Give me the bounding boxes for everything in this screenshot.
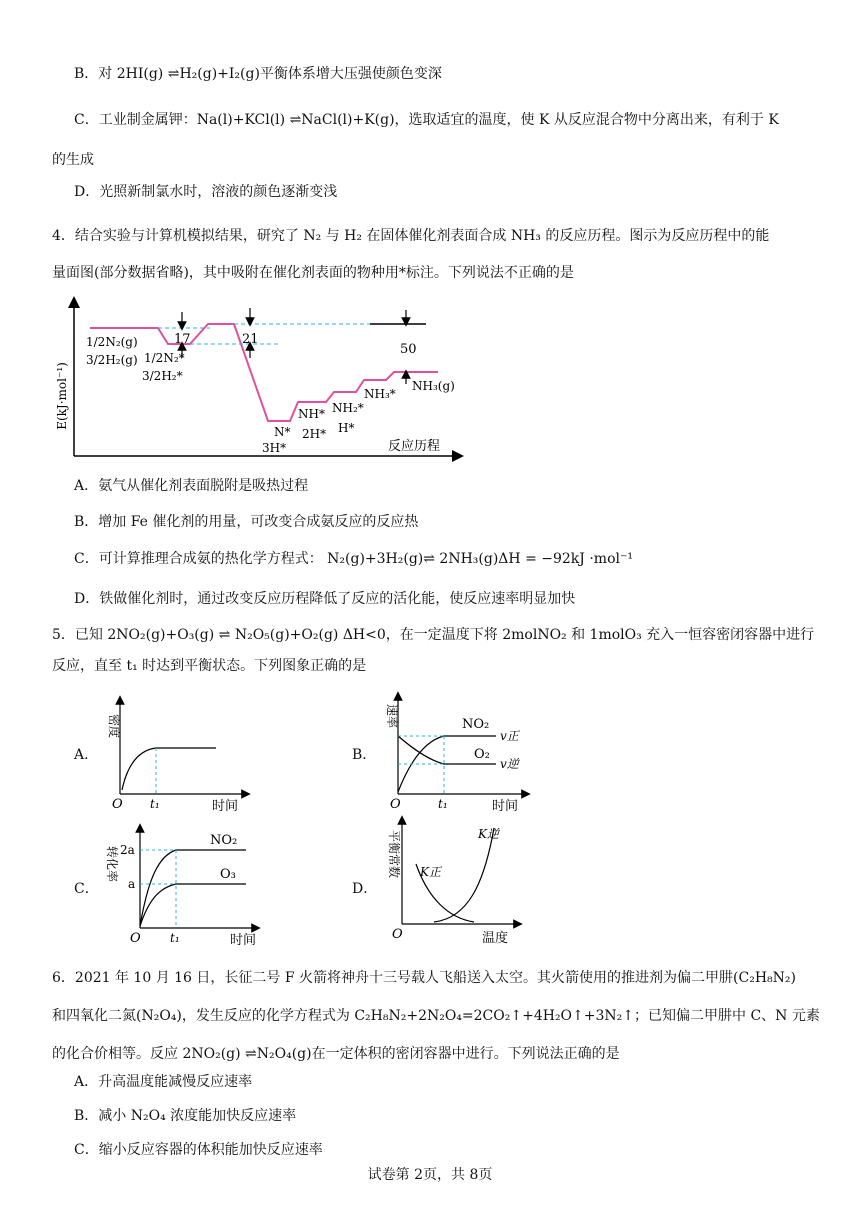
q6-option-b: B．减小 N₂O₄ 浓度能加快反应速率: [74, 1108, 297, 1124]
graph-a-density: [96, 692, 256, 814]
graph-b-v-forward: v正: [500, 729, 519, 743]
graph-b-series-o2: O₂: [474, 747, 490, 762]
q5-option-a-label: A．: [74, 747, 99, 763]
graph-b-v-reverse: v逆: [500, 757, 519, 771]
label-h2-adsorbed: 3/2H₂*: [142, 369, 183, 383]
graph-d-equilibrium-constant: [378, 814, 528, 948]
graph-d-k-reverse: K逆: [478, 827, 499, 841]
graph-c-t1: t₁: [170, 931, 180, 945]
energy-value-17: 17: [174, 332, 191, 347]
q3-option-b: B．对 2HI(g) ⇌H₂(g)+I₂(g)平衡体系增大压强使颜色变深: [74, 66, 442, 82]
graph-d-y-label: 平衡常数: [387, 829, 401, 879]
graph-b-y-label: 速率: [385, 703, 399, 729]
graph-c-x-label: 时间: [230, 933, 257, 948]
q6-stem-line3: 的化合价相等。反应 2NO₂(g) ⇌N₂O₄(g)在一定体积的密闭容器中进行。下列说法正确的是: [52, 1046, 620, 1062]
graph-b-x-label: 时间: [492, 799, 519, 814]
label-nh2-adsorbed: NH₂*: [332, 401, 364, 415]
graph-a-x-label: 时间: [212, 799, 239, 814]
graph-c-y-label: 转化率: [105, 845, 119, 883]
graph-c-tick-a: a: [128, 877, 136, 891]
q3-option-d: D．光照新制氯水时，溶液的颜色逐渐变浅: [74, 184, 338, 200]
graph-d-origin: O: [392, 927, 403, 942]
graph-c-origin: O: [130, 931, 141, 946]
label-h2-gas: 3/2H₂(g): [86, 353, 138, 367]
label-n-adsorbed: N*: [274, 425, 291, 439]
q4-option-b: B．增加 Fe 催化剂的用量，可改变合成氨反应的反应热: [74, 514, 419, 530]
graph-b-t1: t₁: [438, 797, 448, 811]
q3-option-c-line2: 的生成: [52, 152, 94, 168]
q6-option-a: A．升高温度能减慢反应速率: [74, 1074, 253, 1090]
q5-option-d-label: D．: [352, 881, 378, 897]
q6-stem-line2: 和四氧化二氮(N₂O₄)，发生反应的化学方程式为 C₂H₈N₂+2N₂O₄=2CO₂↑+4H₂O↑+3N₂↑；已知偏二甲肼中 C、N 元素: [52, 1008, 820, 1024]
energy-value-50: 50: [400, 342, 417, 357]
graph-d-k-forward: K正: [420, 865, 441, 879]
energy-profile-diagram: [50, 296, 470, 466]
q4-option-c: C．可计算推理合成氨的热化学方程式： N₂(g)+3H₂(g)⇌ 2NH₃(g)ΔH = −92kJ ·mol⁻¹: [74, 551, 633, 567]
graph-c-conversion: [96, 822, 266, 950]
graph-b-origin: O: [390, 797, 401, 812]
label-nh3-gas: NH₃(g): [412, 379, 455, 393]
q6-option-c: C．缩小反应容器的体积能加快反应速率: [74, 1142, 323, 1158]
q4-stem-line1: 4．结合实验与计算机模拟结果，研究了 N₂ 与 H₂ 在固体催化剂表面合成 NH₃ 的反应历程。图示为反应历程中的能: [52, 228, 770, 244]
graph-a-origin: O: [112, 797, 123, 812]
q4-stem-line2: 量面图(部分数据省略)，其中吸附在催化剂表面的物种用*标注。下列说法不正确的是: [52, 265, 574, 281]
graph-c-tick-2a: 2a: [120, 843, 135, 857]
page-footer: 试卷第 2页，共 8页: [367, 1167, 493, 1183]
graph-b-series-no2: NO₂: [462, 717, 490, 732]
label-2h-adsorbed: 2H*: [302, 427, 327, 441]
label-n2-gas: 1/2N₂(g): [86, 335, 138, 349]
label-nh-adsorbed: NH*: [298, 407, 325, 421]
graph-b-rate: [378, 688, 538, 814]
graph-d-x-label: 温度: [482, 931, 509, 946]
energy-axis-label: E(kJ·mol⁻¹): [55, 362, 69, 430]
q5-option-b-label: B．: [352, 747, 377, 763]
q5-stem-line2: 反应，直至 t₁ 时达到平衡状态。下列图象正确的是: [52, 658, 367, 674]
q6-stem-line1: 6．2021 年 10 月 16 日，长征二号 F 火箭将神舟十三号载人飞船送入太空。其火箭使用的推进剂为偏二甲肼(C₂H₈N₂): [52, 970, 796, 986]
q4-option-d: D．铁做催化剂时，通过改变反应历程降低了反应的活化能，使反应速率明显加快: [74, 591, 576, 607]
energy-value-21: 21: [242, 332, 259, 347]
label-nh3-adsorbed: NH₃*: [364, 387, 396, 401]
graph-c-series-no2: NO₂: [210, 833, 238, 848]
label-h-adsorbed: H*: [338, 421, 355, 435]
label-n2-adsorbed: 1/2N₂*: [144, 351, 185, 365]
label-3h-adsorbed: 3H*: [262, 441, 287, 455]
q3-option-c-line1: C．工业制金属钾：Na(l)+KCl(l) ⇌NaCl(l)+K(g)，选取适宜的温度，使 K 从反应混合物中分离出来，有利于 K: [74, 112, 779, 128]
q4-option-a: A．氨气从催化剂表面脱附是吸热过程: [74, 478, 309, 494]
graph-a-y-label: 密度: [107, 713, 121, 739]
graph-c-series-o3: O₃: [220, 867, 236, 882]
q5-stem-line1: 5．已知 2NO₂(g)+O₃(g) ⇌ N₂O₅(g)+O₂(g) ΔH<0，在一定温度下将 2molNO₂ 和 1molO₃ 充入一恒容密闭容器中进行: [52, 627, 815, 643]
graph-a-t1: t₁: [150, 797, 160, 811]
reaction-coordinate-label: 反应历程: [388, 439, 441, 454]
q5-option-c-label: C．: [74, 881, 99, 897]
